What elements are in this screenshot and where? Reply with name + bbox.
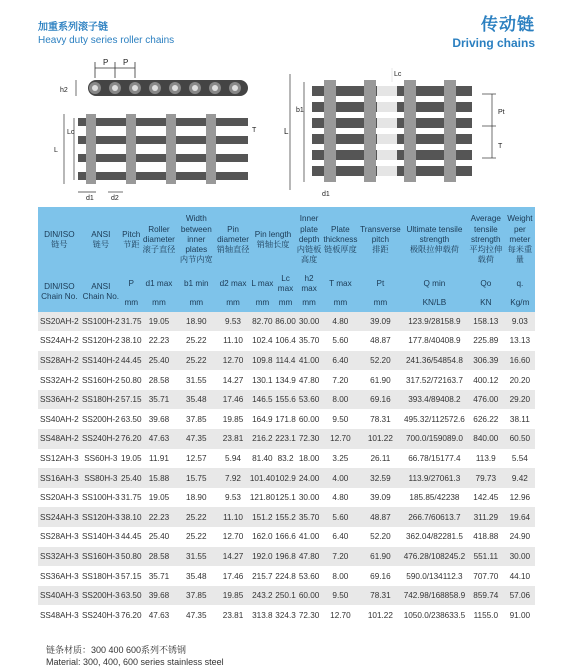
- table-cell: 48.87: [359, 507, 402, 527]
- table-cell: SS28AH-3: [38, 527, 81, 547]
- table-row: [38, 605, 535, 625]
- table-cell: 47.35: [176, 605, 216, 625]
- label-d2: d2: [111, 195, 119, 202]
- label-ansi-chain: ANSI Chain No.: [81, 273, 121, 312]
- table-cell: 11.10: [216, 507, 250, 527]
- table-cell: 72.30: [296, 605, 322, 625]
- table-cell: 313.8: [250, 605, 275, 625]
- table-cell: 47.80: [296, 547, 322, 567]
- table-cell: 76.20: [121, 429, 142, 449]
- table-cell: 5.60: [322, 507, 359, 527]
- table-cell: 37.85: [176, 409, 216, 429]
- table-cell: SS180H-2: [81, 390, 121, 410]
- table-cell: 13.13: [505, 331, 535, 351]
- table-cell: 31.55: [176, 547, 216, 567]
- table-cell: 38.10: [121, 331, 142, 351]
- table-cell: SS180H-3: [81, 566, 121, 586]
- table-cell: 31.75: [121, 488, 142, 508]
- table-cell: 25.22: [176, 351, 216, 371]
- table-cell: 29.20: [505, 390, 535, 410]
- table-cell: 91.00: [505, 605, 535, 625]
- table-cell: 223.1: [275, 429, 296, 449]
- table-cell: 31.55: [176, 370, 216, 390]
- header-left: [38, 18, 174, 46]
- table-cell: 72.30: [296, 429, 322, 449]
- table-cell: 53.60: [296, 566, 322, 586]
- table-cell: 44.45: [121, 351, 142, 371]
- table-cell: 9.53: [216, 488, 250, 508]
- table-cell: 39.68: [142, 586, 177, 606]
- table-cell: 551.11: [467, 547, 505, 567]
- label-p2: P: [123, 58, 129, 67]
- table-cell: 35.48: [176, 390, 216, 410]
- table-cell: 12.57: [176, 449, 216, 469]
- table-cell: 177.8/40408.9: [402, 331, 467, 351]
- table-cell: 25.40: [121, 468, 142, 488]
- table-cell: 7.20: [322, 547, 359, 567]
- table-cell: 47.35: [176, 429, 216, 449]
- label-d1: d1: [86, 195, 94, 202]
- table-cell: 306.39: [467, 351, 505, 371]
- table-cell: 63.50: [121, 586, 142, 606]
- table-row: [38, 488, 535, 508]
- table-cell: SS140H-2: [81, 351, 121, 371]
- table-cell: SS120H-2: [81, 331, 121, 351]
- table-cell: 311.29: [467, 507, 505, 527]
- table-cell: SS16AH-3: [38, 468, 81, 488]
- table-cell: 102.4: [250, 331, 275, 351]
- header-row-units: mm mm mm mm mm mm mm mm mm KN/LB KN Kg/m: [38, 296, 535, 312]
- table-cell: 81.40: [250, 449, 275, 469]
- header-row-symbols: DIN/ISO Chain No. ANSI Chain No. P d1 max b1 min d2 max L max Lc max h2 max T max Pt Q min Qo q.: [38, 273, 535, 296]
- table-row: [38, 527, 535, 547]
- table-cell: SS100H-3: [81, 488, 121, 508]
- table-row: [38, 586, 535, 606]
- table-row: [38, 370, 535, 390]
- table-cell: SS36AH-3: [38, 566, 81, 586]
- table-cell: 23.81: [216, 429, 250, 449]
- table-cell: SS200H-3: [81, 586, 121, 606]
- table-cell: 19.05: [142, 312, 177, 332]
- table-cell: 155.6: [275, 390, 296, 410]
- table-cell: 31.75: [121, 312, 142, 332]
- material-cn: 链条材质：300 400 600系列不锈钢: [46, 645, 187, 655]
- table-cell: SS160H-2: [81, 370, 121, 390]
- label-T-right: T: [498, 143, 503, 150]
- table-cell: 44.10: [505, 566, 535, 586]
- label-Pt: Pt: [498, 109, 505, 116]
- table-cell: 19.85: [216, 586, 250, 606]
- table-cell: SS240H-2: [81, 429, 121, 449]
- table-cell: 82.70: [250, 312, 275, 332]
- table-cell: 39.68: [142, 409, 177, 429]
- table-cell: SS160H-3: [81, 547, 121, 567]
- table-cell: 476.00: [467, 390, 505, 410]
- table-cell: 60.00: [296, 409, 322, 429]
- table-cell: 53.60: [296, 390, 322, 410]
- table-cell: 26.11: [359, 449, 402, 469]
- table-cell: 48.87: [359, 331, 402, 351]
- table-row: [38, 331, 535, 351]
- table-cell: 12.96: [505, 488, 535, 508]
- table-cell: 859.74: [467, 586, 505, 606]
- table-cell: 15.75: [176, 468, 216, 488]
- table-cell: 25.40: [142, 351, 177, 371]
- table-cell: 38.11: [505, 409, 535, 429]
- table-cell: 7.20: [322, 370, 359, 390]
- table-cell: 114.4: [275, 351, 296, 371]
- table-cell: 123.9/28158.9: [402, 312, 467, 332]
- table-cell: 134.9: [275, 370, 296, 390]
- table-cell: 324.3: [275, 605, 296, 625]
- table-cell: 142.45: [467, 488, 505, 508]
- table-cell: 155.2: [275, 507, 296, 527]
- table-row: [38, 351, 535, 371]
- table-cell: 57.15: [121, 390, 142, 410]
- table-cell: 400.12: [467, 370, 505, 390]
- table-cell: 16.60: [505, 351, 535, 371]
- table-row: [38, 547, 535, 567]
- table-cell: 57.15: [121, 566, 142, 586]
- table-row: [38, 409, 535, 429]
- table-cell: 216.2: [250, 429, 275, 449]
- table-cell: 15.88: [142, 468, 177, 488]
- col-average: Average tensile strength 平均拉伸载荷: [467, 207, 505, 273]
- col-inner-plate: Inner plate depth 内链板高度: [296, 207, 322, 273]
- table-cell: SS20AH-2: [38, 312, 81, 332]
- table-cell: 66.78/15177.4: [402, 449, 467, 469]
- spec-table-wrap: [38, 207, 535, 625]
- table-row: [38, 390, 535, 410]
- chain-diagram-left: [48, 52, 258, 202]
- label-Lc-right: Lc: [394, 71, 402, 78]
- table-row: [38, 449, 535, 469]
- col-ansi: ANSI 链号: [81, 207, 121, 273]
- table-cell: 44.45: [121, 527, 142, 547]
- table-cell: 8.00: [322, 390, 359, 410]
- table-cell: SS140H-3: [81, 527, 121, 547]
- title-en: Driving chains: [452, 36, 535, 50]
- label-b1: b1: [296, 107, 304, 114]
- table-cell: 19.05: [142, 488, 177, 508]
- table-cell: 30.00: [296, 312, 322, 332]
- label-Lc: Lc: [67, 129, 75, 136]
- table-cell: 9.50: [322, 409, 359, 429]
- col-transverse: Transverse pitch 排距: [359, 207, 402, 273]
- spec-table: [38, 207, 535, 625]
- table-cell: 317.52/72163.7: [402, 370, 467, 390]
- table-cell: 6.40: [322, 351, 359, 371]
- label-din-chain: DIN/ISO Chain No.: [38, 273, 81, 312]
- table-row: [38, 507, 535, 527]
- table-cell: SS48AH-3: [38, 605, 81, 625]
- col-din: DIN/ISO 链号: [38, 207, 81, 273]
- table-cell: 69.16: [359, 390, 402, 410]
- table-cell: 113.9: [467, 449, 505, 469]
- table-cell: SS24AH-3: [38, 507, 81, 527]
- table-cell: 7.92: [216, 468, 250, 488]
- table-cell: 20.20: [505, 370, 535, 390]
- table-cell: 28.58: [142, 370, 177, 390]
- table-cell: 840.00: [467, 429, 505, 449]
- label-L: L: [54, 147, 58, 154]
- table-cell: 12.70: [216, 527, 250, 547]
- table-cell: 41.00: [296, 351, 322, 371]
- table-cell: 47.80: [296, 370, 322, 390]
- table-cell: 4.80: [322, 488, 359, 508]
- table-cell: 18.90: [176, 312, 216, 332]
- table-cell: 146.5: [250, 390, 275, 410]
- table-cell: 32.59: [359, 468, 402, 488]
- table-cell: 362.04/82281.5: [402, 527, 467, 547]
- table-cell: 393.4/89408.2: [402, 390, 467, 410]
- table-cell: 63.50: [121, 409, 142, 429]
- label-L-right: L: [284, 127, 289, 136]
- material-en: Material: 300, 400, 600 series stainless steel: [46, 657, 224, 667]
- table-cell: 47.63: [142, 605, 177, 625]
- table-cell: 25.22: [176, 507, 216, 527]
- table-cell: 742.98/168858.9: [402, 586, 467, 606]
- spec-table-body: [38, 312, 535, 626]
- col-weight: Weight per meter 每米重量: [505, 207, 535, 273]
- table-cell: 9.03: [505, 312, 535, 332]
- table-cell: 60.00: [296, 586, 322, 606]
- table-cell: 19.85: [216, 409, 250, 429]
- table-cell: 3.25: [322, 449, 359, 469]
- table-cell: 101.40: [250, 468, 275, 488]
- col-plate-thickness: Plate thickness 链板厚度: [322, 207, 359, 273]
- table-cell: 69.16: [359, 566, 402, 586]
- table-cell: 6.40: [322, 527, 359, 547]
- table-cell: SS240H-3: [81, 605, 121, 625]
- table-cell: 125.1: [275, 488, 296, 508]
- table-cell: 28.58: [142, 547, 177, 567]
- col-width: Width between inner plates 内节内宽: [176, 207, 216, 273]
- table-cell: 9.50: [322, 586, 359, 606]
- col-ultimate: Ultimate tensile strength 极限拉伸载荷: [402, 207, 467, 273]
- table-cell: 38.10: [121, 507, 142, 527]
- table-cell: 162.0: [250, 527, 275, 547]
- table-cell: 12.70: [322, 429, 359, 449]
- table-cell: SS48AH-2: [38, 429, 81, 449]
- table-cell: 12.70: [216, 351, 250, 371]
- table-cell: 14.27: [216, 370, 250, 390]
- table-cell: 14.27: [216, 547, 250, 567]
- table-cell: 12.70: [322, 605, 359, 625]
- table-cell: 151.2: [250, 507, 275, 527]
- table-cell: 47.63: [142, 429, 177, 449]
- table-cell: 1155.0: [467, 605, 505, 625]
- table-cell: 102.9: [275, 468, 296, 488]
- table-cell: SS12AH-3: [38, 449, 81, 469]
- table-cell: 50.80: [121, 547, 142, 567]
- table-cell: 241.36/54854.8: [402, 351, 467, 371]
- subtitle-cn: 加重系列滚子链: [38, 22, 108, 33]
- table-cell: SS24AH-2: [38, 331, 81, 351]
- table-row: [38, 468, 535, 488]
- table-row: [38, 429, 535, 449]
- table-cell: SS36AH-2: [38, 390, 81, 410]
- table-cell: 39.09: [359, 488, 402, 508]
- table-cell: 5.54: [505, 449, 535, 469]
- table-cell: 76.20: [121, 605, 142, 625]
- table-cell: 9.42: [505, 468, 535, 488]
- chain-diagram-right: [282, 64, 522, 200]
- table-cell: 196.8: [275, 547, 296, 567]
- table-cell: 215.7: [250, 566, 275, 586]
- table-cell: 4.00: [322, 468, 359, 488]
- col-pitch: Pitch 节距: [121, 207, 142, 273]
- title-cn: 传动链: [481, 15, 535, 34]
- table-cell: SS60H-3: [81, 449, 121, 469]
- col-roller: Roller diameter 滚子直径: [142, 207, 177, 273]
- label-T: T: [252, 127, 257, 134]
- table-cell: 476.28/108245.2: [402, 547, 467, 567]
- footer: [46, 644, 224, 668]
- table-cell: 39.09: [359, 312, 402, 332]
- table-cell: 17.46: [216, 566, 250, 586]
- table-cell: 171.8: [275, 409, 296, 429]
- table-cell: 626.22: [467, 409, 505, 429]
- table-cell: 25.22: [176, 527, 216, 547]
- table-cell: 418.88: [467, 527, 505, 547]
- col-pin-length: Pin length 销轴长度: [250, 207, 296, 273]
- table-cell: SS20AH-3: [38, 488, 81, 508]
- subtitle-en: Heavy duty series roller chains: [38, 35, 175, 46]
- table-cell: 35.70: [296, 507, 322, 527]
- table-cell: 19.05: [121, 449, 142, 469]
- table-cell: 266.7/60613.7: [402, 507, 467, 527]
- table-cell: SS32AH-3: [38, 547, 81, 567]
- table-cell: 25.22: [176, 331, 216, 351]
- table-cell: 24.90: [505, 527, 535, 547]
- table-cell: 5.94: [216, 449, 250, 469]
- table-cell: 4.80: [322, 312, 359, 332]
- table-cell: 86.00: [275, 312, 296, 332]
- table-cell: 61.90: [359, 547, 402, 567]
- label-h2: h2: [60, 87, 68, 94]
- table-cell: 83.2: [275, 449, 296, 469]
- table-row: [38, 312, 535, 332]
- header-row-names: [38, 207, 535, 273]
- table-cell: 700.0/159089.0: [402, 429, 467, 449]
- table-cell: SS200H-2: [81, 409, 121, 429]
- table-cell: 35.48: [176, 566, 216, 586]
- table-cell: 52.20: [359, 527, 402, 547]
- table-cell: 23.81: [216, 605, 250, 625]
- table-cell: 35.71: [142, 566, 177, 586]
- table-cell: 109.8: [250, 351, 275, 371]
- table-cell: 5.60: [322, 331, 359, 351]
- table-cell: 78.31: [359, 586, 402, 606]
- table-cell: 495.32/112572.6: [402, 409, 467, 429]
- table-cell: SS100H-2: [81, 312, 121, 332]
- table-cell: 243.2: [250, 586, 275, 606]
- table-cell: 101.22: [359, 605, 402, 625]
- table-cell: 11.10: [216, 331, 250, 351]
- col-pin-diameter: Pin diameter 销轴直径: [216, 207, 250, 273]
- header-right: [452, 10, 535, 50]
- table-cell: 17.46: [216, 390, 250, 410]
- table-cell: SS40AH-2: [38, 409, 81, 429]
- table-cell: 35.71: [142, 390, 177, 410]
- table-cell: SS80H-3: [81, 468, 121, 488]
- table-cell: 37.85: [176, 586, 216, 606]
- table-cell: 158.13: [467, 312, 505, 332]
- table-cell: 590.0/134112.3: [402, 566, 467, 586]
- table-cell: 130.1: [250, 370, 275, 390]
- table-cell: 101.22: [359, 429, 402, 449]
- table-cell: 225.89: [467, 331, 505, 351]
- table-cell: 18.00: [296, 449, 322, 469]
- table-cell: SS40AH-3: [38, 586, 81, 606]
- table-cell: 106.4: [275, 331, 296, 351]
- label-p1: P: [103, 58, 109, 67]
- table-cell: 224.8: [275, 566, 296, 586]
- table-cell: 52.20: [359, 351, 402, 371]
- table-row: [38, 566, 535, 586]
- table-cell: 60.50: [505, 429, 535, 449]
- table-cell: 79.73: [467, 468, 505, 488]
- table-cell: 78.31: [359, 409, 402, 429]
- table-cell: SS28AH-2: [38, 351, 81, 371]
- table-cell: 41.00: [296, 527, 322, 547]
- table-cell: 8.00: [322, 566, 359, 586]
- table-cell: 192.0: [250, 547, 275, 567]
- table-cell: 25.40: [142, 527, 177, 547]
- table-cell: 30.00: [505, 547, 535, 567]
- table-cell: 35.70: [296, 331, 322, 351]
- table-cell: 57.06: [505, 586, 535, 606]
- table-cell: 113.9/27061.3: [402, 468, 467, 488]
- table-cell: SS32AH-2: [38, 370, 81, 390]
- table-cell: 707.70: [467, 566, 505, 586]
- table-cell: 250.1: [275, 586, 296, 606]
- table-cell: 185.85/42238: [402, 488, 467, 508]
- table-cell: 22.23: [142, 331, 177, 351]
- table-cell: 18.90: [176, 488, 216, 508]
- table-cell: 11.91: [142, 449, 177, 469]
- table-cell: 61.90: [359, 370, 402, 390]
- table-cell: 121.80: [250, 488, 275, 508]
- label-d1-right: d1: [322, 191, 330, 198]
- table-cell: 50.80: [121, 370, 142, 390]
- table-cell: 1050.0/238633.5: [402, 605, 467, 625]
- table-cell: 166.6: [275, 527, 296, 547]
- table-cell: 19.64: [505, 507, 535, 527]
- table-cell: SS120H-3: [81, 507, 121, 527]
- table-cell: 30.00: [296, 488, 322, 508]
- table-cell: 24.00: [296, 468, 322, 488]
- table-cell: 164.9: [250, 409, 275, 429]
- table-cell: 22.23: [142, 507, 177, 527]
- table-cell: 9.53: [216, 312, 250, 332]
